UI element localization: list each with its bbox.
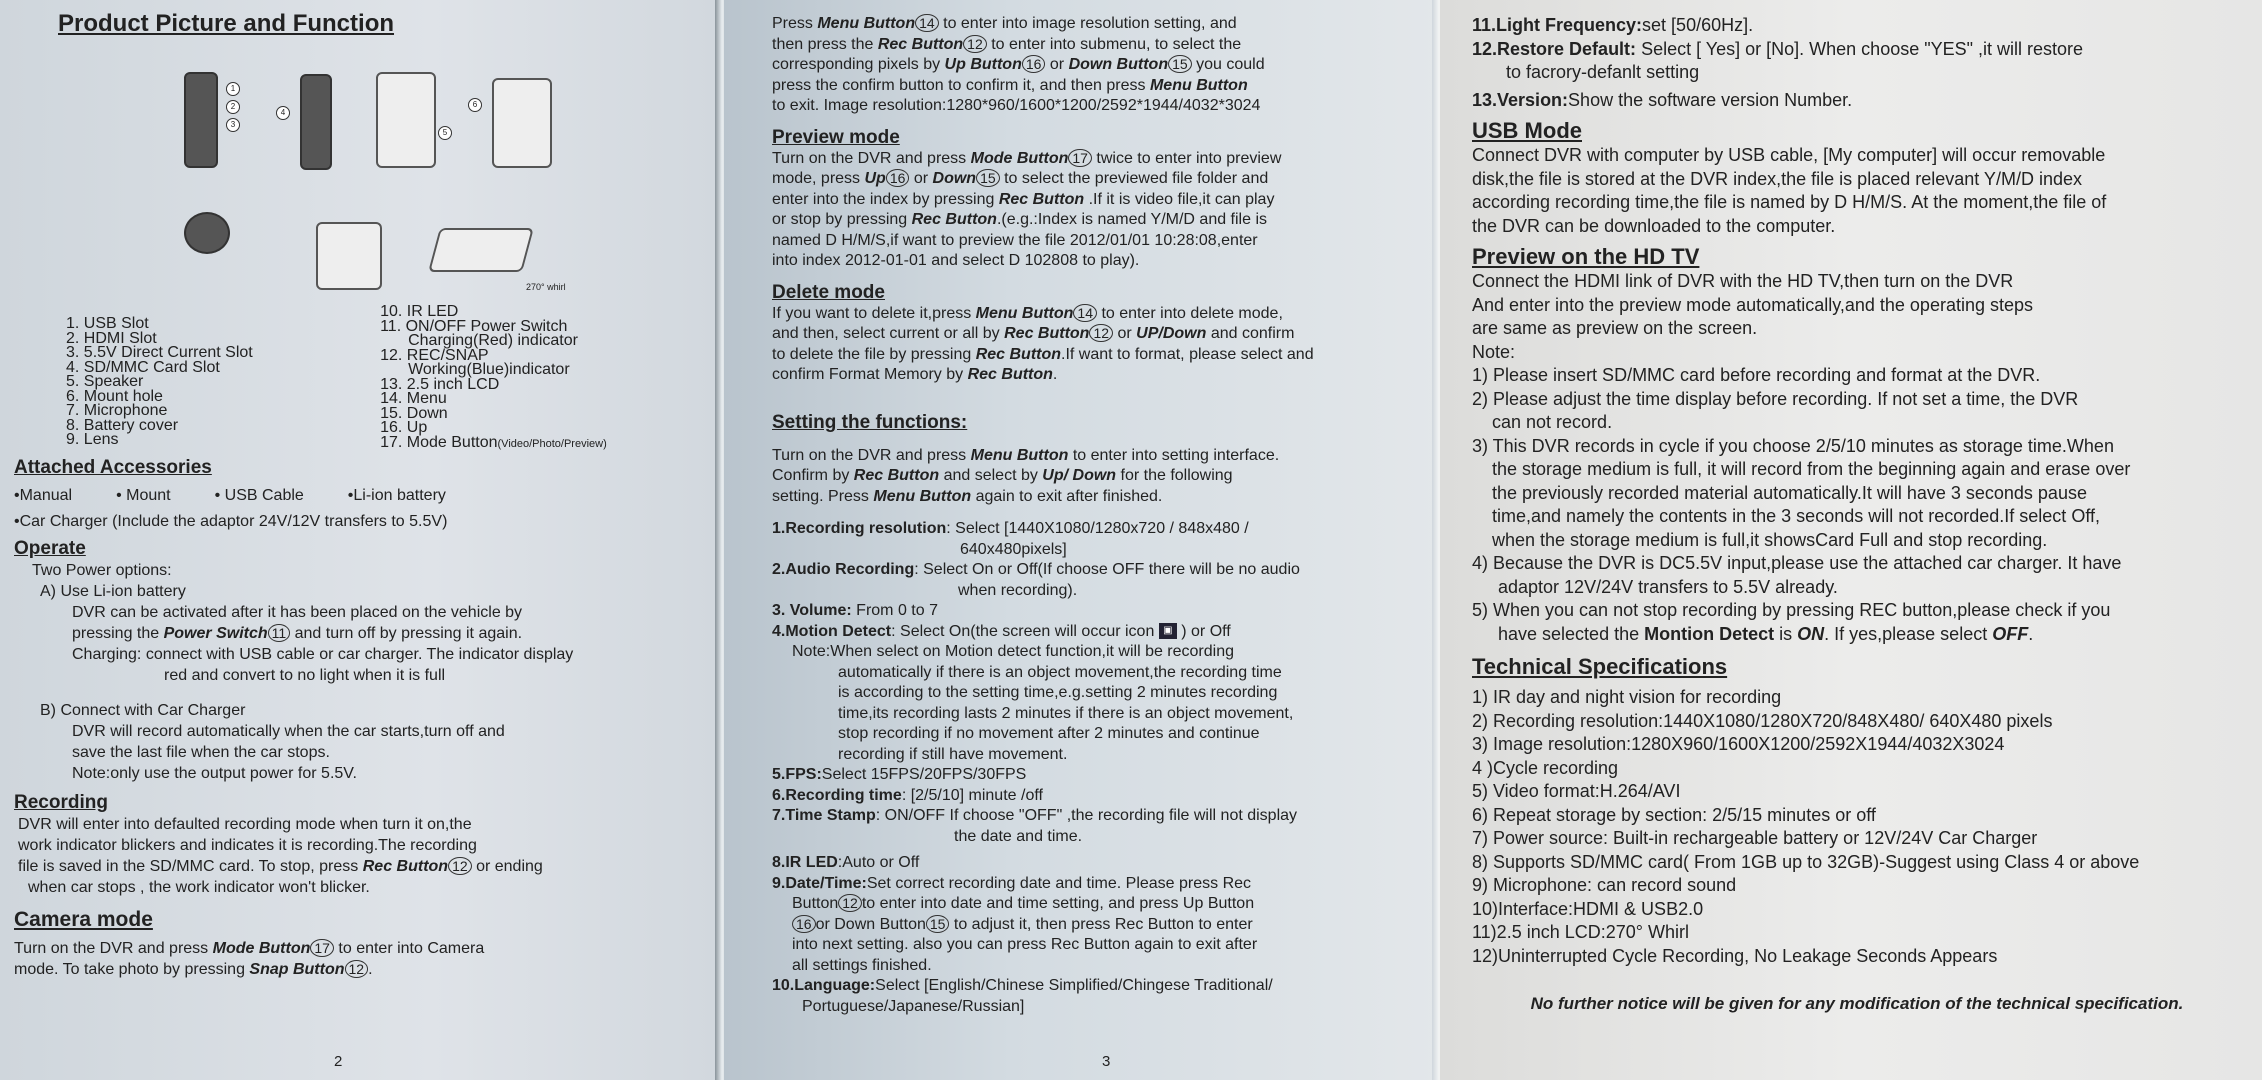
part-3: 3. 5.5V Direct Current Slot (66, 344, 253, 361)
note-1: 1) Please insert SD/MMC card before recording and format at the DVR. (1472, 365, 2041, 385)
menu-button-ref: Menu Button (970, 446, 1069, 464)
dvr-screen-view (316, 222, 382, 290)
part-12-sub: Working(Blue)indicator (408, 361, 570, 378)
setting-9-line-4: into next setting. also you can press Rec Button again to exit after (792, 936, 1258, 953)
setting-9-label: 9.Date/Time: (772, 874, 867, 892)
part-6: 6. Mount hole (66, 387, 163, 405)
accessory-3: • USB Cable (214, 487, 304, 504)
part-14: 14. Menu (380, 390, 447, 407)
dvr-side-view-2 (300, 74, 332, 170)
setting-9-line-5: all settings finished. (792, 956, 932, 974)
usb-line-1: Connect DVR with computer by USB cable, [My computer] will occur removable (1472, 145, 2106, 165)
option-a-line-2 (14, 623, 704, 644)
hdtv-heading: Preview on the HD TV (1472, 244, 1700, 269)
preview-line-1-pre: Turn on the DVR and press (772, 149, 971, 167)
note-5-pre: have selected the (1498, 623, 1645, 644)
setting-4-text-post: ) or Off (1176, 622, 1231, 640)
setting-4-note-2: automatically if there is an object movement,the recording time (838, 663, 1282, 681)
recording-line-2: work indicator blickers and indicates it is recording.The recording (18, 837, 477, 854)
intro-line-1-post: to enter into image resolution setting, and (938, 15, 1237, 32)
accessories-heading: Attached Accessories (14, 457, 212, 478)
part-11: 11. ON/OFF Power Switch (380, 317, 568, 335)
setting-1 (772, 519, 1426, 540)
usb-line-4: the DVR can be downloaded to the computer. (1472, 215, 1836, 236)
note-2: 2) Please adjust the time display before recording. If not set a time, the DVR (1472, 388, 2079, 409)
rec-button-ref: Rec Button (1004, 325, 1090, 342)
setting-13-label: 13.Version: (1472, 89, 1569, 110)
delete-line-1 (772, 304, 1426, 325)
setting-5-label: 5.FPS: (772, 766, 822, 783)
intro-line-3-pre: corresponding pixels by (772, 56, 945, 73)
setting-functions-heading: Setting the functions: (772, 411, 968, 433)
product-pictures (14, 42, 704, 292)
page-number-3: 3 (1102, 1053, 1111, 1070)
intro-line-2-pre: then press the (772, 35, 878, 53)
up-down-ref: UP/Down (1136, 325, 1207, 342)
setting-12-cont: to facrory-defanlt setting (1506, 62, 1700, 82)
callout-ref-12: 12 (1089, 324, 1113, 342)
page-number-2: 2 (334, 1053, 343, 1070)
part-4: 4. SD/MMC Card Slot (66, 358, 220, 376)
note-5-mid: is (1774, 623, 1798, 644)
setting-1-text: : Select [1440X1080/1280x720 / 848x480 / (946, 520, 1249, 537)
camera-line-1-pre: Turn on the DVR and press (14, 940, 213, 957)
part-12: 12. REC/SNAP (380, 346, 489, 364)
setting-10-cont: Portuguese/Japanese/Russian] (802, 997, 1025, 1015)
down-button-ref: Down Button (1068, 56, 1169, 73)
spec-12: 12)Uninterrupted Cycle Recording, No Leakage Seconds Appears (1472, 945, 1998, 966)
part-10: 10. IR LED (380, 303, 459, 320)
part-7: 7. Microphone (66, 402, 168, 419)
setting-9-line-2 (772, 894, 1426, 915)
rec-button-ref: Rec Button (998, 190, 1085, 208)
up-down-ref: Up/ Down (1042, 467, 1117, 484)
setting-4-note-3: is according to the setting time,e.g.setting 2 minutes recording (838, 684, 1278, 701)
rec-button-ref: Rec Button (853, 467, 940, 484)
preview-line-4 (772, 210, 1426, 231)
note-4-cont: adaptor 12V/24V transfers to 5.5V already. (1498, 576, 1838, 597)
setting-8 (772, 853, 1426, 874)
part-5: 5. Speaker (66, 373, 144, 390)
intro-line-4-pre: press the confirm button to confirm it, and then press (772, 76, 1150, 94)
spec-8: 8) Supports SD/MMC card( From 1GB up to 32GB)-Suggest using Class 4 or above (1472, 851, 2140, 872)
preview-line-5: named D H/M/S,if want to preview the file 2012/01/01 10:28:08,enter (772, 231, 1258, 249)
setting-12 (1472, 38, 2242, 62)
dvr-side-view-1 (184, 72, 218, 168)
delete-line-1-pre: If you want to delete it,press (772, 304, 976, 322)
setting-9-line-3-post: to adjust it, then press Rec Button to enter (949, 915, 1253, 933)
setting-10-label: 10.Language: (772, 977, 876, 994)
up-ref: Up (864, 170, 886, 187)
setting-4-note-6: recording if still have movement. (838, 745, 1068, 763)
callout-ref-12: 12 (963, 35, 987, 53)
spec-3: 3) Image resolution:1280X960/1600X1200/2592X1944/4032X3024 (1472, 734, 2005, 754)
setting-2-label: 2.Audio Recording (772, 561, 915, 578)
preview-line-1-post: twice to enter into preview (1091, 149, 1282, 167)
product-picture-heading: Product Picture and Function (58, 10, 395, 37)
spec-1: 1) IR day and night vision for recording (1472, 687, 1782, 707)
delete-line-2 (772, 324, 1426, 345)
part-16: 16. Up (380, 419, 428, 436)
delete-line-1-post: to enter into delete mode, (1097, 304, 1283, 322)
spec-7: 7) Power source: Built-in rechargeable battery or 12V/24V Car Charger (1472, 828, 2038, 848)
delete-line-3 (772, 345, 1426, 366)
note-5-motion: Montion Detect (1644, 623, 1775, 644)
motion-detect-icon: ▣ (1159, 623, 1177, 639)
delete-line-4-pre: confirm Format Memory by (772, 366, 968, 383)
spec-4: 4 )Cycle recording (1472, 757, 1619, 778)
parts-list-left (14, 317, 380, 451)
delete-mode-heading: Delete mode (772, 281, 885, 303)
hdtv-line-2: And enter into the preview mode automatically,and the operating steps (1472, 294, 2034, 315)
menu-button-ref: Menu Button (1149, 76, 1248, 94)
whirl-figure-label: 270° whirl (526, 282, 566, 292)
callout-ref-17: 17 (1068, 149, 1092, 167)
preview-line-3-pre: enter into the index by pressing (772, 190, 999, 208)
menu-button-ref: Menu Button (975, 304, 1074, 322)
option-a-line-2-pre: pressing the (72, 625, 164, 642)
usb-line-2: disk,the file is stored at the DVR index,the file is placed relevant Y/M/D index (1472, 168, 2082, 189)
part-15: 15. Down (380, 404, 448, 422)
note-3-cont-3: time,and namely the contents in the 3 seconds will not recorded.If select Off, (1492, 506, 2100, 526)
camera-line-1-post: to enter into Camera (333, 940, 485, 957)
setting-line-2-mid: and select by (939, 467, 1043, 484)
callout-ref-16: 16 (1022, 55, 1046, 73)
setting-13 (1472, 89, 2242, 113)
up-button-ref: Up Button (944, 56, 1022, 73)
spec-5: 5) Video format:H.264/AVI (1472, 781, 1681, 801)
setting-4-note-5: stop recording if no movement after 2 minutes and continue (838, 725, 1260, 742)
callout-ref-11: 11 (268, 624, 291, 642)
setting-9-line-2-pre: Button (792, 895, 839, 912)
note-3: 3) This DVR records in cycle if you choose 2/5/10 minutes as storage time.When (1472, 435, 2114, 456)
setting-6-text: : [2/5/10] minute /off (901, 786, 1043, 804)
recording-line-1: DVR will enter into defaulted recording mode when turn it on,the (18, 816, 472, 833)
option-b-line-1: DVR will record automatically when the car starts,turn off and (72, 723, 505, 740)
intro-line-3-post: you could (1191, 56, 1265, 73)
delete-line-2-mid: or (1113, 325, 1137, 342)
rec-button-ref: Rec Button (362, 858, 449, 875)
option-a-line-3: Charging: connect with USB cable or car charger. The indicator display (72, 646, 574, 663)
setting-12-label: 12.Restore Default: (1472, 38, 1637, 59)
setting-11-label: 11.Light Frequency: (1472, 15, 1643, 35)
snap-button-ref: Snap Button (249, 961, 345, 978)
preview-line-6: into index 2012-01-01 and select D 102808 to play). (772, 252, 1140, 269)
manual-page-3 (724, 0, 1440, 1080)
setting-line-1-pre: Turn on the DVR and press (772, 446, 971, 464)
callout-ref-14: 14 (1073, 304, 1097, 322)
setting-4 (772, 622, 1426, 643)
car-charger-line: •Car Charger (Include the adaptor 24V/12V transfers to 5.5V) (14, 513, 448, 530)
delete-line-4-post: . (1052, 366, 1058, 383)
callout-5: 5 (438, 126, 452, 140)
spec-6: 6) Repeat storage by section: 2/5/15 minutes or off (1472, 804, 1876, 825)
preview-line-2-pre: mode, press (772, 170, 865, 187)
mode-button-ref: Mode Button (970, 149, 1069, 167)
setting-6 (772, 786, 1426, 807)
setting-2-cont: when recording). (958, 581, 1078, 599)
intro-line-3-mid: or (1045, 56, 1069, 73)
note-3-cont-1: the storage medium is full, it will record from the beginning again and erase over (1492, 459, 2131, 479)
mode-button-ref: Mode Button (212, 940, 311, 957)
setting-9-line-3-mid: or Down Button (815, 915, 926, 933)
tech-specs-list (1472, 686, 2242, 968)
accessories-list (14, 485, 704, 507)
callout-ref-15: 15 (976, 169, 1000, 187)
operate-intro: Two Power options: (32, 562, 172, 579)
setting-7-label: 7.Time Stamp (772, 807, 876, 824)
setting-9-line-3 (772, 915, 1426, 936)
part-9: 9. Lens (66, 431, 119, 448)
note-3-cont-4: when the storage medium is full,it showsCard Full and stop recording. (1492, 529, 2048, 550)
delete-line-2-pre: and then, select current or all by (772, 325, 1005, 342)
note-title: Note: (1472, 341, 1516, 362)
intro-line-4 (772, 76, 1426, 97)
hdtv-line-1: Connect the HDMI link of DVR with the HD TV,then turn on the DVR (1472, 271, 2014, 291)
setting-10-text: Select [English/Chinese Simplified/Chingese Traditional/ (875, 977, 1273, 994)
setting-line-3-pre: setting. Press (772, 487, 874, 505)
setting-9 (772, 874, 1426, 895)
part-1: 1. USB Slot (66, 315, 149, 332)
down-ref: Down (932, 170, 977, 187)
menu-button-ref: Menu Button (873, 487, 972, 505)
recording-heading: Recording (14, 792, 108, 813)
preview-line-4-post: .(e.g.:Index is named Y/M/D and file is (996, 211, 1268, 228)
preview-line-3 (772, 190, 1426, 211)
setting-5 (772, 765, 1426, 786)
delete-line-4 (772, 365, 1426, 386)
callout-ref-12: 12 (838, 894, 862, 912)
spec-9: 9) Microphone: can record sound (1472, 875, 1737, 895)
setting-9-text: Set correct recording date and time. Please press Rec (866, 874, 1252, 892)
option-b-title: B) Connect with Car Charger (40, 702, 246, 719)
setting-line-2-post: for the following (1116, 467, 1233, 484)
camera-line-2-post: . (368, 961, 373, 978)
note-5: 5) When you can not stop recording by pressing REC button,please check if you (1472, 600, 2111, 620)
part-17-label: 17. Mode Button (380, 433, 498, 451)
preview-line-4-pre: or stop by pressing (772, 211, 912, 228)
spacer (772, 507, 1426, 519)
preview-line-2 (772, 169, 1426, 190)
setting-7-text: : ON/OFF If choose "OFF" ,the recording file will not display (875, 807, 1298, 824)
note-2-cont: can not record. (1492, 412, 1613, 432)
note-5-mid2: . If yes,please select (1824, 623, 1993, 644)
callout-ref-17: 17 (310, 939, 334, 957)
setting-line-3 (772, 487, 1426, 508)
dvr-lens-view (184, 212, 230, 254)
option-b-line-3: Note:only use the output power for 5.5V. (72, 765, 357, 782)
setting-13-text: Show the software version Number. (1568, 89, 1853, 110)
part-17 (380, 433, 704, 452)
setting-2-text: : Select On or Off(If choose OFF there will be no audio (914, 561, 1300, 578)
setting-7 (772, 806, 1426, 827)
setting-6-label: 6.Recording time (772, 786, 902, 804)
part-2: 2. HDMI Slot (66, 329, 157, 347)
setting-3 (772, 601, 1426, 622)
part-11-sub: Charging(Red) indicator (408, 332, 578, 349)
option-a-line-2-post: and turn off by pressing it again. (290, 625, 523, 642)
intro-line-2-post: to enter into submenu, to select the (986, 35, 1242, 53)
setting-2 (772, 560, 1426, 581)
setting-10 (772, 976, 1426, 997)
dvr-front-view (376, 72, 436, 168)
recording-line-3-pre: file is saved in the SD/MMC card. To stop, press (18, 858, 363, 875)
rec-button-ref: Rec Button (967, 366, 1053, 383)
option-a-line-4: red and convert to no light when it is full (164, 667, 446, 684)
note-5-post: . (2028, 623, 2034, 644)
hdtv-line-3: are same as preview on the screen. (1472, 318, 1758, 338)
spacer (14, 686, 704, 700)
setting-11-text: set [50/60Hz]. (1642, 15, 1754, 35)
rec-button-ref: Rec Button (877, 35, 964, 53)
intro-line-1-pre: Press (772, 15, 818, 32)
delete-line-2-post: and confirm (1206, 325, 1295, 342)
callout-ref-16: 16 (886, 169, 910, 187)
preview-line-2-mid: or (909, 170, 933, 187)
manual-page-2 (0, 0, 720, 1080)
camera-line-2 (14, 959, 704, 980)
setting-11 (1472, 14, 2242, 38)
setting-3-label: 3. Volume: (772, 602, 852, 619)
intro-line-3 (772, 55, 1426, 76)
setting-line-1 (772, 446, 1426, 467)
setting-line-1-post: to enter into setting interface. (1068, 446, 1280, 464)
parts-list (14, 303, 704, 451)
camera-line-2-pre: mode. To take photo by pressing (14, 961, 250, 978)
part-17-modes: (Video/Photo/Preview) (497, 437, 607, 450)
setting-5-text: Select 15FPS/20FPS/30FPS (821, 766, 1027, 783)
callout-ref-14: 14 (915, 14, 939, 32)
delete-line-3-post: .If want to format, please select and (1061, 345, 1314, 363)
setting-9-line-2-post: to enter into date and time setting, and press Up Button (861, 895, 1255, 912)
intro-line-1 (772, 14, 1426, 35)
delete-line-3-pre: to delete the file by pressing (772, 345, 976, 363)
note-5-on: ON (1797, 623, 1825, 644)
intro-line-2 (772, 35, 1426, 56)
spec-11: 11)2.5 inch LCD:270° Whirl (1472, 922, 1689, 942)
parts-list-right (380, 305, 704, 451)
accessory-2: • Mount (116, 487, 171, 504)
tech-specs-heading: Technical Specifications (1472, 654, 1728, 679)
callout-4: 4 (276, 106, 290, 120)
spec-10: 10)Interface:HDMI & USB2.0 (1472, 898, 1704, 919)
preview-line-2-post: to select the previewed file folder and (999, 170, 1269, 187)
power-switch-ref: Power Switch (163, 625, 268, 642)
footer-note: No further notice will be given for any modification of the technical specification. (1530, 994, 2184, 1013)
operate-heading: Operate (14, 538, 86, 559)
note-5-off: OFF (1992, 623, 2029, 644)
rec-button-ref: Rec Button (911, 211, 997, 228)
menu-button-ref: Menu Button (817, 15, 916, 32)
callout-2: 2 (226, 100, 240, 114)
callout-ref-12b: 12 (345, 960, 369, 978)
setting-4-note-4: time,its recording lasts 2 minutes if there is an object movement, (838, 704, 1294, 722)
option-a-title: A) Use Li-ion battery (40, 583, 186, 600)
preview-line-3-post: .If it is video file,it can play (1084, 190, 1275, 208)
setting-7-cont: the date and time. (954, 827, 1083, 845)
note-4: 4) Because the DVR is DC5.5V input,please use the attached car charger. It have (1472, 553, 2122, 573)
part-13: 13. 2.5 inch LCD (380, 375, 500, 393)
recording-line-4: when car stops , the work indicator won't blicker. (28, 879, 370, 896)
usb-line-3: according recording time,the file is named by D H/M/S. At the moment,the file of (1472, 192, 2107, 212)
note-5-cont (1472, 623, 2242, 647)
rec-button-ref: Rec Button (975, 345, 1062, 363)
part-8: 8. Battery cover (66, 416, 179, 434)
option-a-line-1: DVR can be activated after it has been placed on the vehicle by (72, 604, 523, 621)
manual-page-4 (1440, 0, 2262, 1080)
camera-heading: Camera mode (14, 908, 153, 931)
setting-1-cont: 640x480pixels] (960, 540, 1067, 558)
setting-4-label: 4.Motion Detect (772, 622, 892, 640)
option-b-line-2: save the last file when the car stops. (72, 744, 330, 761)
callout-ref-12: 12 (448, 857, 472, 875)
preview-line-1 (772, 149, 1426, 170)
dvr-back-view (492, 78, 552, 168)
setting-12-text: Select [ Yes] or [No]. When choose "YES" ,it will restore (1636, 38, 2084, 59)
callout-3: 3 (226, 118, 240, 132)
setting-4-text-pre: : Select On(the screen will occur icon (891, 622, 1159, 640)
setting-8-text: :Auto or Off (837, 854, 920, 871)
callout-6: 6 (468, 98, 482, 112)
recording-line-3-post: or ending (471, 858, 543, 875)
setting-4-note-1: Note:When select on Motion detect function,it will be recording (792, 643, 1235, 660)
setting-8-label: 8.IR LED (772, 854, 838, 871)
intro-line-5: to exit. Image resolution:1280*960/1600*1200/2592*1944/4032*3024 (772, 97, 1261, 114)
setting-1-label: 1.Recording resolution (772, 520, 947, 537)
spacer (772, 434, 1426, 446)
usb-mode-heading: USB Mode (1472, 118, 1582, 143)
accessory-1: •Manual (14, 487, 73, 504)
setting-line-2-pre: Confirm by (772, 467, 854, 484)
dvr-whirl-view (428, 228, 534, 272)
recording-line-3 (14, 856, 704, 877)
callout-1: 1 (226, 82, 240, 96)
accessory-4: •Li-ion battery (347, 487, 446, 504)
setting-line-3-post: again to exit after finished. (971, 487, 1163, 505)
callout-ref-16: 16 (792, 915, 816, 933)
preview-mode-heading: Preview mode (772, 126, 900, 148)
callout-ref-15: 15 (1168, 55, 1192, 73)
setting-line-2 (772, 466, 1426, 487)
camera-line-1 (14, 938, 704, 959)
callout-ref-15: 15 (926, 915, 950, 933)
note-3-cont-2: the previously recorded material automatically.It will have 3 seconds pause (1492, 482, 2087, 503)
spec-2: 2) Recording resolution:1440X1080/1280X720/848X480/ 640X480 pixels (1472, 710, 2053, 731)
setting-3-text: From 0 to 7 (851, 602, 938, 619)
